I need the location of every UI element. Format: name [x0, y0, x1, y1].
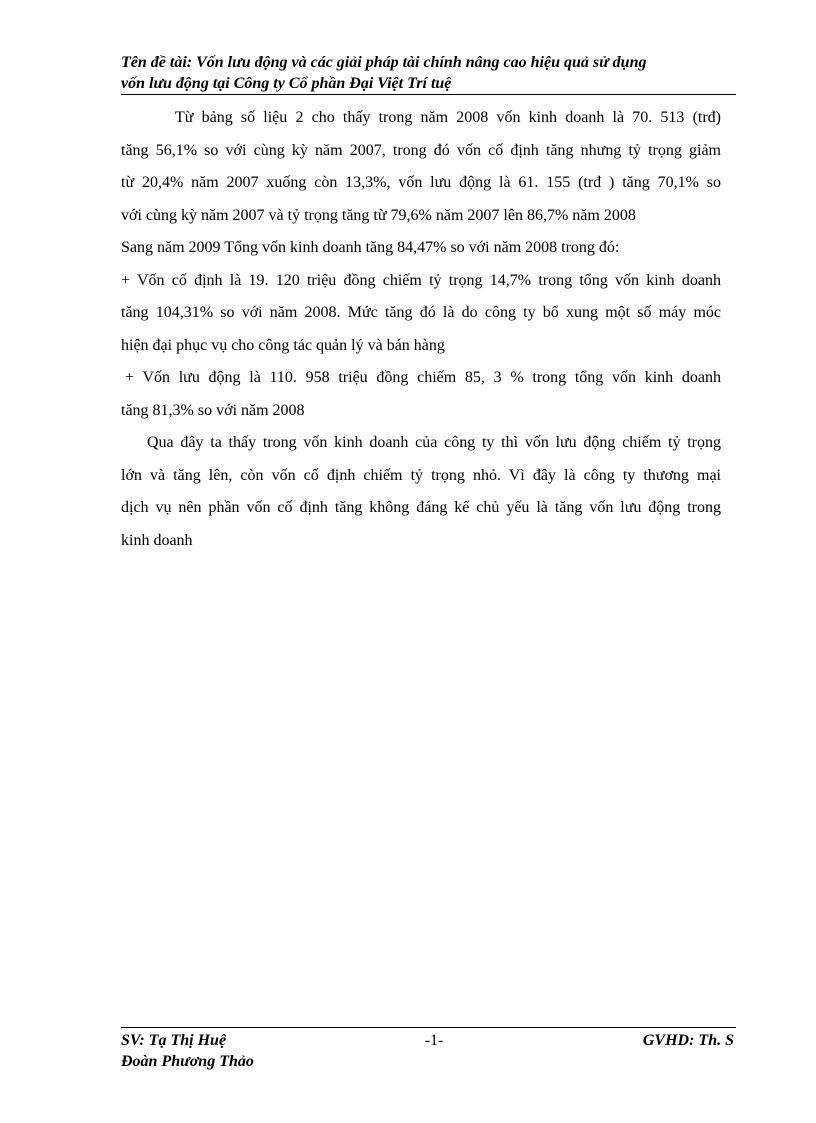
document-header: [121, 52, 726, 94]
paragraph-line: hiện đại phục vụ cho công tác quản lý và bán hàng: [121, 336, 445, 354]
footer-student-line-2: Đoàn Phương Thảo: [121, 1053, 254, 1070]
header-title-line-1: Tên đề tài: Vốn lưu động và các giải pháp tài chính nâng cao hiệu quả sử dụng: [121, 54, 647, 71]
footer-advisor: GVHD: Th. S: [642, 1032, 734, 1049]
header-title-line-2: vốn lưu động tại Công ty Cổ phần Đại Việt Trí tuệ: [121, 75, 452, 92]
paragraph-line: kinh doanh: [121, 531, 193, 549]
paragraph-line: với cùng kỳ năm 2007 và tỷ trọng tăng từ 79,6% năm 2007 lên 86,7% năm 2008: [121, 206, 636, 224]
paragraph-line: Từ bảng số liệu 2 cho thấy trong năm 2008 vốn kinh doanh là 70. 513 (trđ): [175, 109, 721, 126]
paragraph-line: Qua đây ta thấy trong vốn kinh doanh của công ty thì vốn lưu động chiếm tỷ trọng: [147, 434, 721, 451]
header-divider: [121, 94, 736, 95]
paragraph-line: lớn và tăng lên, còn vốn cố định chiếm tỷ trọng nhỏ. Vì đây là công ty thương mại: [121, 466, 721, 484]
page-number: -1-: [424, 1032, 444, 1049]
paragraph-line: tăng 104,31% so với năm 2008. Mức tăng đó là do công ty bổ xung một số máy móc: [121, 304, 721, 321]
footer-student: [121, 1030, 254, 1072]
paragraph-line: tăng 56,1% so với cùng kỳ năm 2007, trong đó vốn cố định tăng nhưng tỷ trọng giảm: [121, 141, 721, 159]
paragraph-line: từ 20,4% năm 2007 xuống còn 13,3%, vốn lưu động là 61. 155 (trđ ) tăng 70,1% so: [121, 174, 721, 191]
paragraph-line: Sang năm 2009 Tổng vốn kinh doanh tăng 84,47% so với năm 2008 trong đó:: [121, 239, 620, 256]
paragraph-line: dịch vụ nên phần vốn cố định tăng không đáng kể chủ yếu là tăng vốn lưu động trong: [121, 499, 721, 516]
document-body: [121, 102, 721, 557]
paragraph-line: tăng 81,3% so với năm 2008: [121, 401, 305, 419]
paragraph-line: + Vốn cố định là 19. 120 triệu đồng chiếm tỷ trọng 14,7% trong tổng vốn kinh doanh: [121, 271, 721, 289]
footer-student-line-1: SV: Tạ Thị Huệ: [121, 1032, 227, 1049]
footer-divider: [121, 1027, 736, 1028]
paragraph-line: + Vốn lưu động là 110. 958 triệu đồng chiếm 85, 3 % trong tổng vốn kinh doanh: [125, 369, 721, 386]
